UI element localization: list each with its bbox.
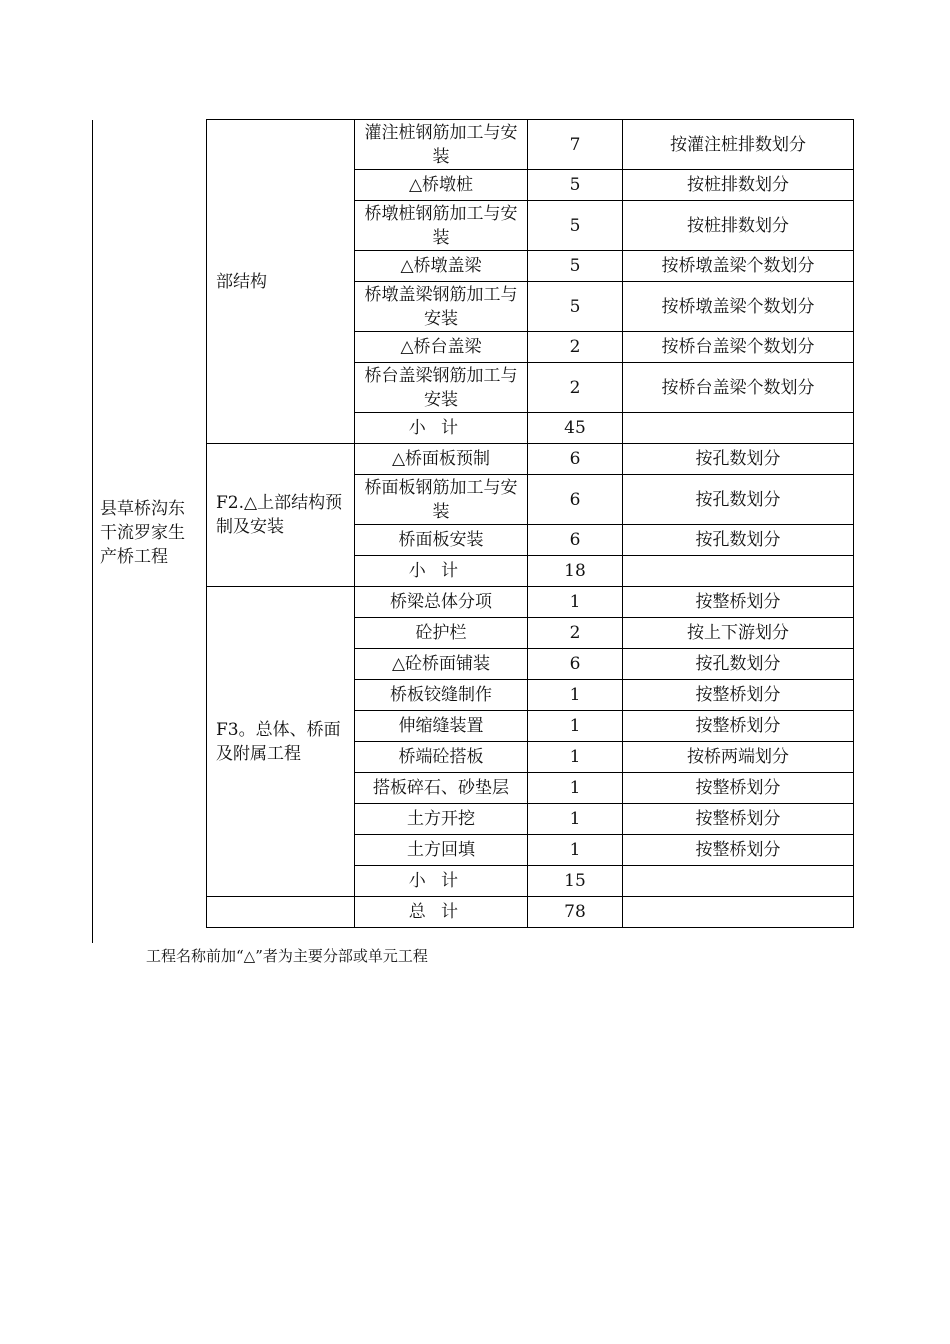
unit-name: 桥面板钢筋加工与安装 bbox=[355, 475, 528, 525]
division-table bbox=[206, 119, 854, 928]
division-method: 按整桥划分 bbox=[623, 587, 854, 618]
unit-count: 1 bbox=[528, 742, 623, 773]
unit-name: 土方回填 bbox=[355, 835, 528, 866]
unit-name: △桥墩桩 bbox=[355, 170, 528, 201]
unit-count: 5 bbox=[528, 251, 623, 282]
division-method: 按整桥划分 bbox=[623, 711, 854, 742]
part-name: F2.△上部结构预制及安装 bbox=[207, 444, 355, 587]
unit-name: 桥梁总体分项 bbox=[355, 587, 528, 618]
division-method: 按孔数划分 bbox=[623, 475, 854, 525]
unit-name: 土方开挖 bbox=[355, 804, 528, 835]
unit-name: 桥墩桩钢筋加工与安装 bbox=[355, 201, 528, 251]
unit-name: 灌注桩钢筋加工与安装 bbox=[355, 120, 528, 170]
unit-count: 6 bbox=[528, 475, 623, 525]
unit-count: 1 bbox=[528, 835, 623, 866]
unit-name: 搭板碎石、砂垫层 bbox=[355, 773, 528, 804]
unit-name: 桥端砼搭板 bbox=[355, 742, 528, 773]
total-label: 总计 bbox=[355, 897, 528, 928]
division-method: 按桥两端划分 bbox=[623, 742, 854, 773]
subtotal-label: 小计 bbox=[355, 413, 528, 444]
unit-name: △砼桥面铺装 bbox=[355, 649, 528, 680]
subtotal-label: 小计 bbox=[355, 866, 528, 897]
unit-name: △桥墩盖梁 bbox=[355, 251, 528, 282]
table-row bbox=[207, 444, 854, 475]
empty-cell bbox=[623, 866, 854, 897]
division-method: 按整桥划分 bbox=[623, 835, 854, 866]
unit-count: 1 bbox=[528, 711, 623, 742]
unit-name: △桥台盖梁 bbox=[355, 332, 528, 363]
division-method: 按桥台盖梁个数划分 bbox=[623, 363, 854, 413]
left-border-line bbox=[92, 120, 93, 943]
unit-count: 1 bbox=[528, 680, 623, 711]
unit-count: 7 bbox=[528, 120, 623, 170]
unit-count: 2 bbox=[528, 618, 623, 649]
division-method: 按桥墩盖梁个数划分 bbox=[623, 282, 854, 332]
unit-count: 1 bbox=[528, 804, 623, 835]
footnote: 工程名称前加“△”者为主要分部或单元工程 bbox=[146, 947, 428, 965]
unit-count: 6 bbox=[528, 649, 623, 680]
empty-cell bbox=[623, 413, 854, 444]
division-method: 按整桥划分 bbox=[623, 680, 854, 711]
unit-name: △桥面板预制 bbox=[355, 444, 528, 475]
project-name: 县草桥沟东干流罗家生产桥工程 bbox=[100, 499, 185, 567]
unit-count: 2 bbox=[528, 363, 623, 413]
division-method: 按上下游划分 bbox=[623, 618, 854, 649]
division-method: 按整桥划分 bbox=[623, 804, 854, 835]
unit-name: 桥台盖梁钢筋加工与安装 bbox=[355, 363, 528, 413]
division-method: 按灌注桩排数划分 bbox=[623, 120, 854, 170]
division-method: 按桩排数划分 bbox=[623, 201, 854, 251]
unit-count: 6 bbox=[528, 525, 623, 556]
unit-count: 5 bbox=[528, 282, 623, 332]
unit-name: 桥面板安装 bbox=[355, 525, 528, 556]
division-method: 按桥台盖梁个数划分 bbox=[623, 332, 854, 363]
division-method: 按整桥划分 bbox=[623, 773, 854, 804]
subtotal-value: 18 bbox=[528, 556, 623, 587]
division-method: 按桩排数划分 bbox=[623, 170, 854, 201]
total-row bbox=[207, 897, 854, 928]
subtotal-value: 45 bbox=[528, 413, 623, 444]
unit-count: 5 bbox=[528, 170, 623, 201]
unit-count: 2 bbox=[528, 332, 623, 363]
table-row bbox=[207, 120, 854, 170]
unit-name: 砼护栏 bbox=[355, 618, 528, 649]
subtotal-label: 小计 bbox=[355, 556, 528, 587]
unit-name: 伸缩缝装置 bbox=[355, 711, 528, 742]
unit-count: 1 bbox=[528, 773, 623, 804]
unit-count: 5 bbox=[528, 201, 623, 251]
unit-count: 6 bbox=[528, 444, 623, 475]
part-name: F3。总体、桥面及附属工程 bbox=[207, 587, 355, 897]
unit-name: 桥墩盖梁钢筋加工与安装 bbox=[355, 282, 528, 332]
part-name: 部结构 bbox=[207, 120, 355, 444]
division-method: 按桥墩盖梁个数划分 bbox=[623, 251, 854, 282]
empty-cell bbox=[623, 556, 854, 587]
unit-count: 1 bbox=[528, 587, 623, 618]
division-method: 按孔数划分 bbox=[623, 649, 854, 680]
empty-cell bbox=[623, 897, 854, 928]
unit-name: 桥板铰缝制作 bbox=[355, 680, 528, 711]
table-row bbox=[207, 587, 854, 618]
division-method: 按孔数划分 bbox=[623, 525, 854, 556]
subtotal-value: 15 bbox=[528, 866, 623, 897]
division-method: 按孔数划分 bbox=[623, 444, 854, 475]
total-value: 78 bbox=[528, 897, 623, 928]
empty-cell bbox=[207, 897, 355, 928]
